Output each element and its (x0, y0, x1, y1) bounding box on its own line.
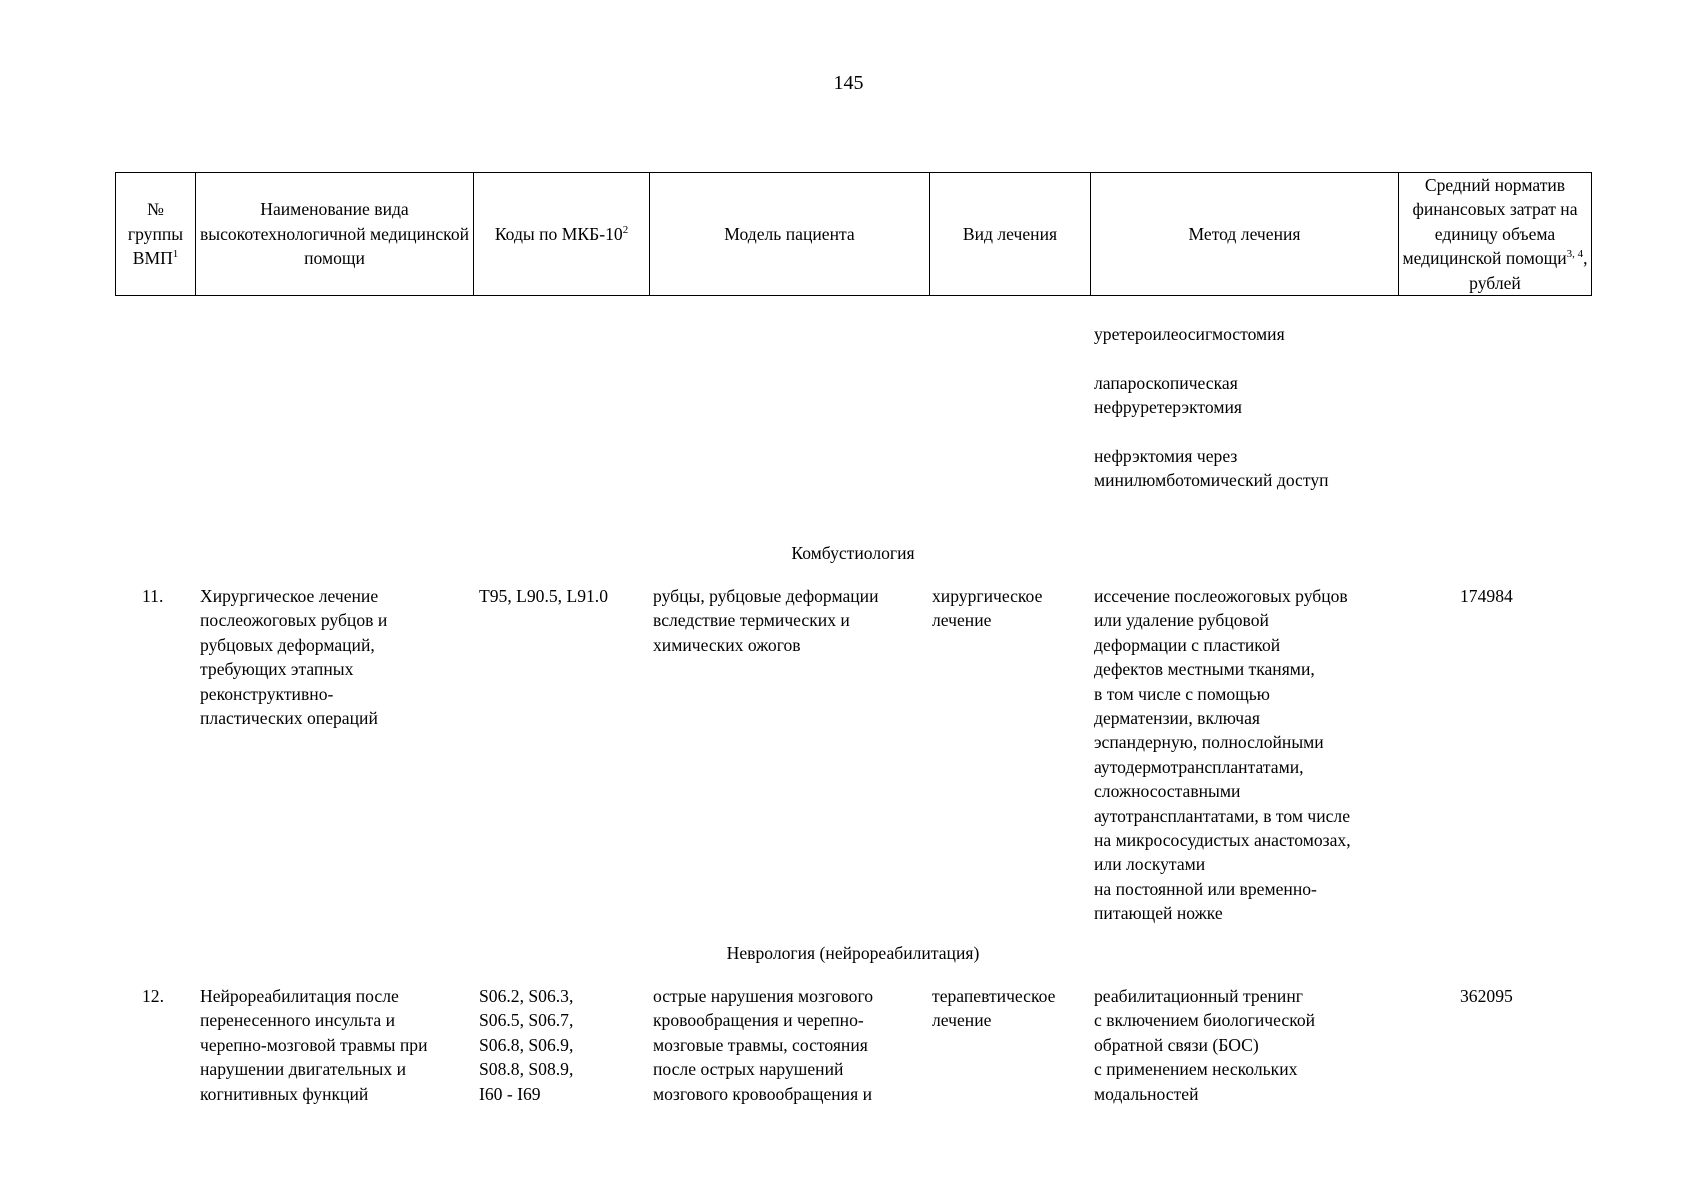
row-treatment-method: реабилитационный тренинг с включением биологической обратной связи (БОС) с применением нескольких модальностей (1094, 986, 1316, 1104)
row-number: 12. (142, 986, 164, 1006)
header-cost-norm-text: Средний норматив финансовых затрат на единицу объема медицинской помощи (1402, 175, 1578, 269)
row-icd-codes: T95, L90.5, L91.0 (479, 586, 609, 606)
row-care-name: Хирургическое лечение послеожоговых рубцов и рубцовых деформаций, требующих этапных реконструктивно- пластических операций (200, 586, 388, 729)
header-icd-codes (474, 173, 650, 296)
header-treatment-kind: Вид лечения (930, 173, 1091, 296)
method-continuation-2: лапароскопическая нефруретерэктомия (1094, 373, 1242, 418)
header-treatment-method: Метод лечения (1091, 173, 1399, 296)
row-patient-model: рубцы, рубцовые деформации вследствие термических и химических ожогов (653, 586, 879, 655)
row-cost: 362095 (1460, 986, 1513, 1006)
method-continuation-3: нефрэктомия через минилюмботомический доступ (1094, 446, 1329, 491)
page-number: 145 (833, 72, 864, 94)
header-icd-codes-text: Коды по МКБ-10 (494, 223, 623, 244)
header-patient-model: Модель пациента (650, 173, 930, 296)
table-header (115, 172, 1592, 296)
row-treatment-kind: терапевтическое лечение (932, 986, 1056, 1031)
row-number: 11. (142, 586, 164, 606)
row-care-name: Нейрореабилитация после перенесенного инсульта и черепно-мозговой травмы при нарушении двигательных и когнитивных функций (200, 986, 428, 1104)
footnote-ref: 2 (622, 223, 629, 236)
header-cost-norm-unit: , рублей (1469, 248, 1588, 293)
row-cost: 174984 (1460, 586, 1513, 606)
footnote-ref: 1 (172, 248, 179, 261)
row-patient-model: острые нарушения мозгового кровообращения и черепно- мозговые травмы, состояния после острых нарушений мозгового кровообращения и (653, 986, 874, 1104)
row-treatment-kind: хирургическое лечение (932, 586, 1043, 631)
header-group-number-text: № группы ВМП (127, 199, 184, 269)
method-continuation-1: уретероилеосигмостомия (1094, 324, 1285, 344)
header-group-number (116, 173, 196, 296)
section-title: Неврология (нейрореабилитация) (726, 943, 980, 963)
row-icd-codes: S06.2, S06.3, S06.5, S06.7, S06.8, S06.9, S08.8, S08.9, I60 - I69 (479, 986, 574, 1104)
footnote-ref: 3, 4 (1566, 248, 1584, 261)
row-treatment-method: иссечение послеожоговых рубцов или удаление рубцовой деформации с пластикой дефектов местными тканями, в том числе с помощью дерматензии, включая эспандерную, полнослойными аутодермотрансплантатами, сложносоставными аутотрансплантатами, в том числе на микрососудистых анастомозах, или лоскутами на постоянной или временно- питающей ножке (1094, 586, 1351, 924)
header-care-name: Наименование вида высокотехнологичной медицинской помощи (196, 173, 474, 296)
section-title: Комбустиология (791, 543, 915, 563)
header-cost-norm (1399, 173, 1592, 296)
